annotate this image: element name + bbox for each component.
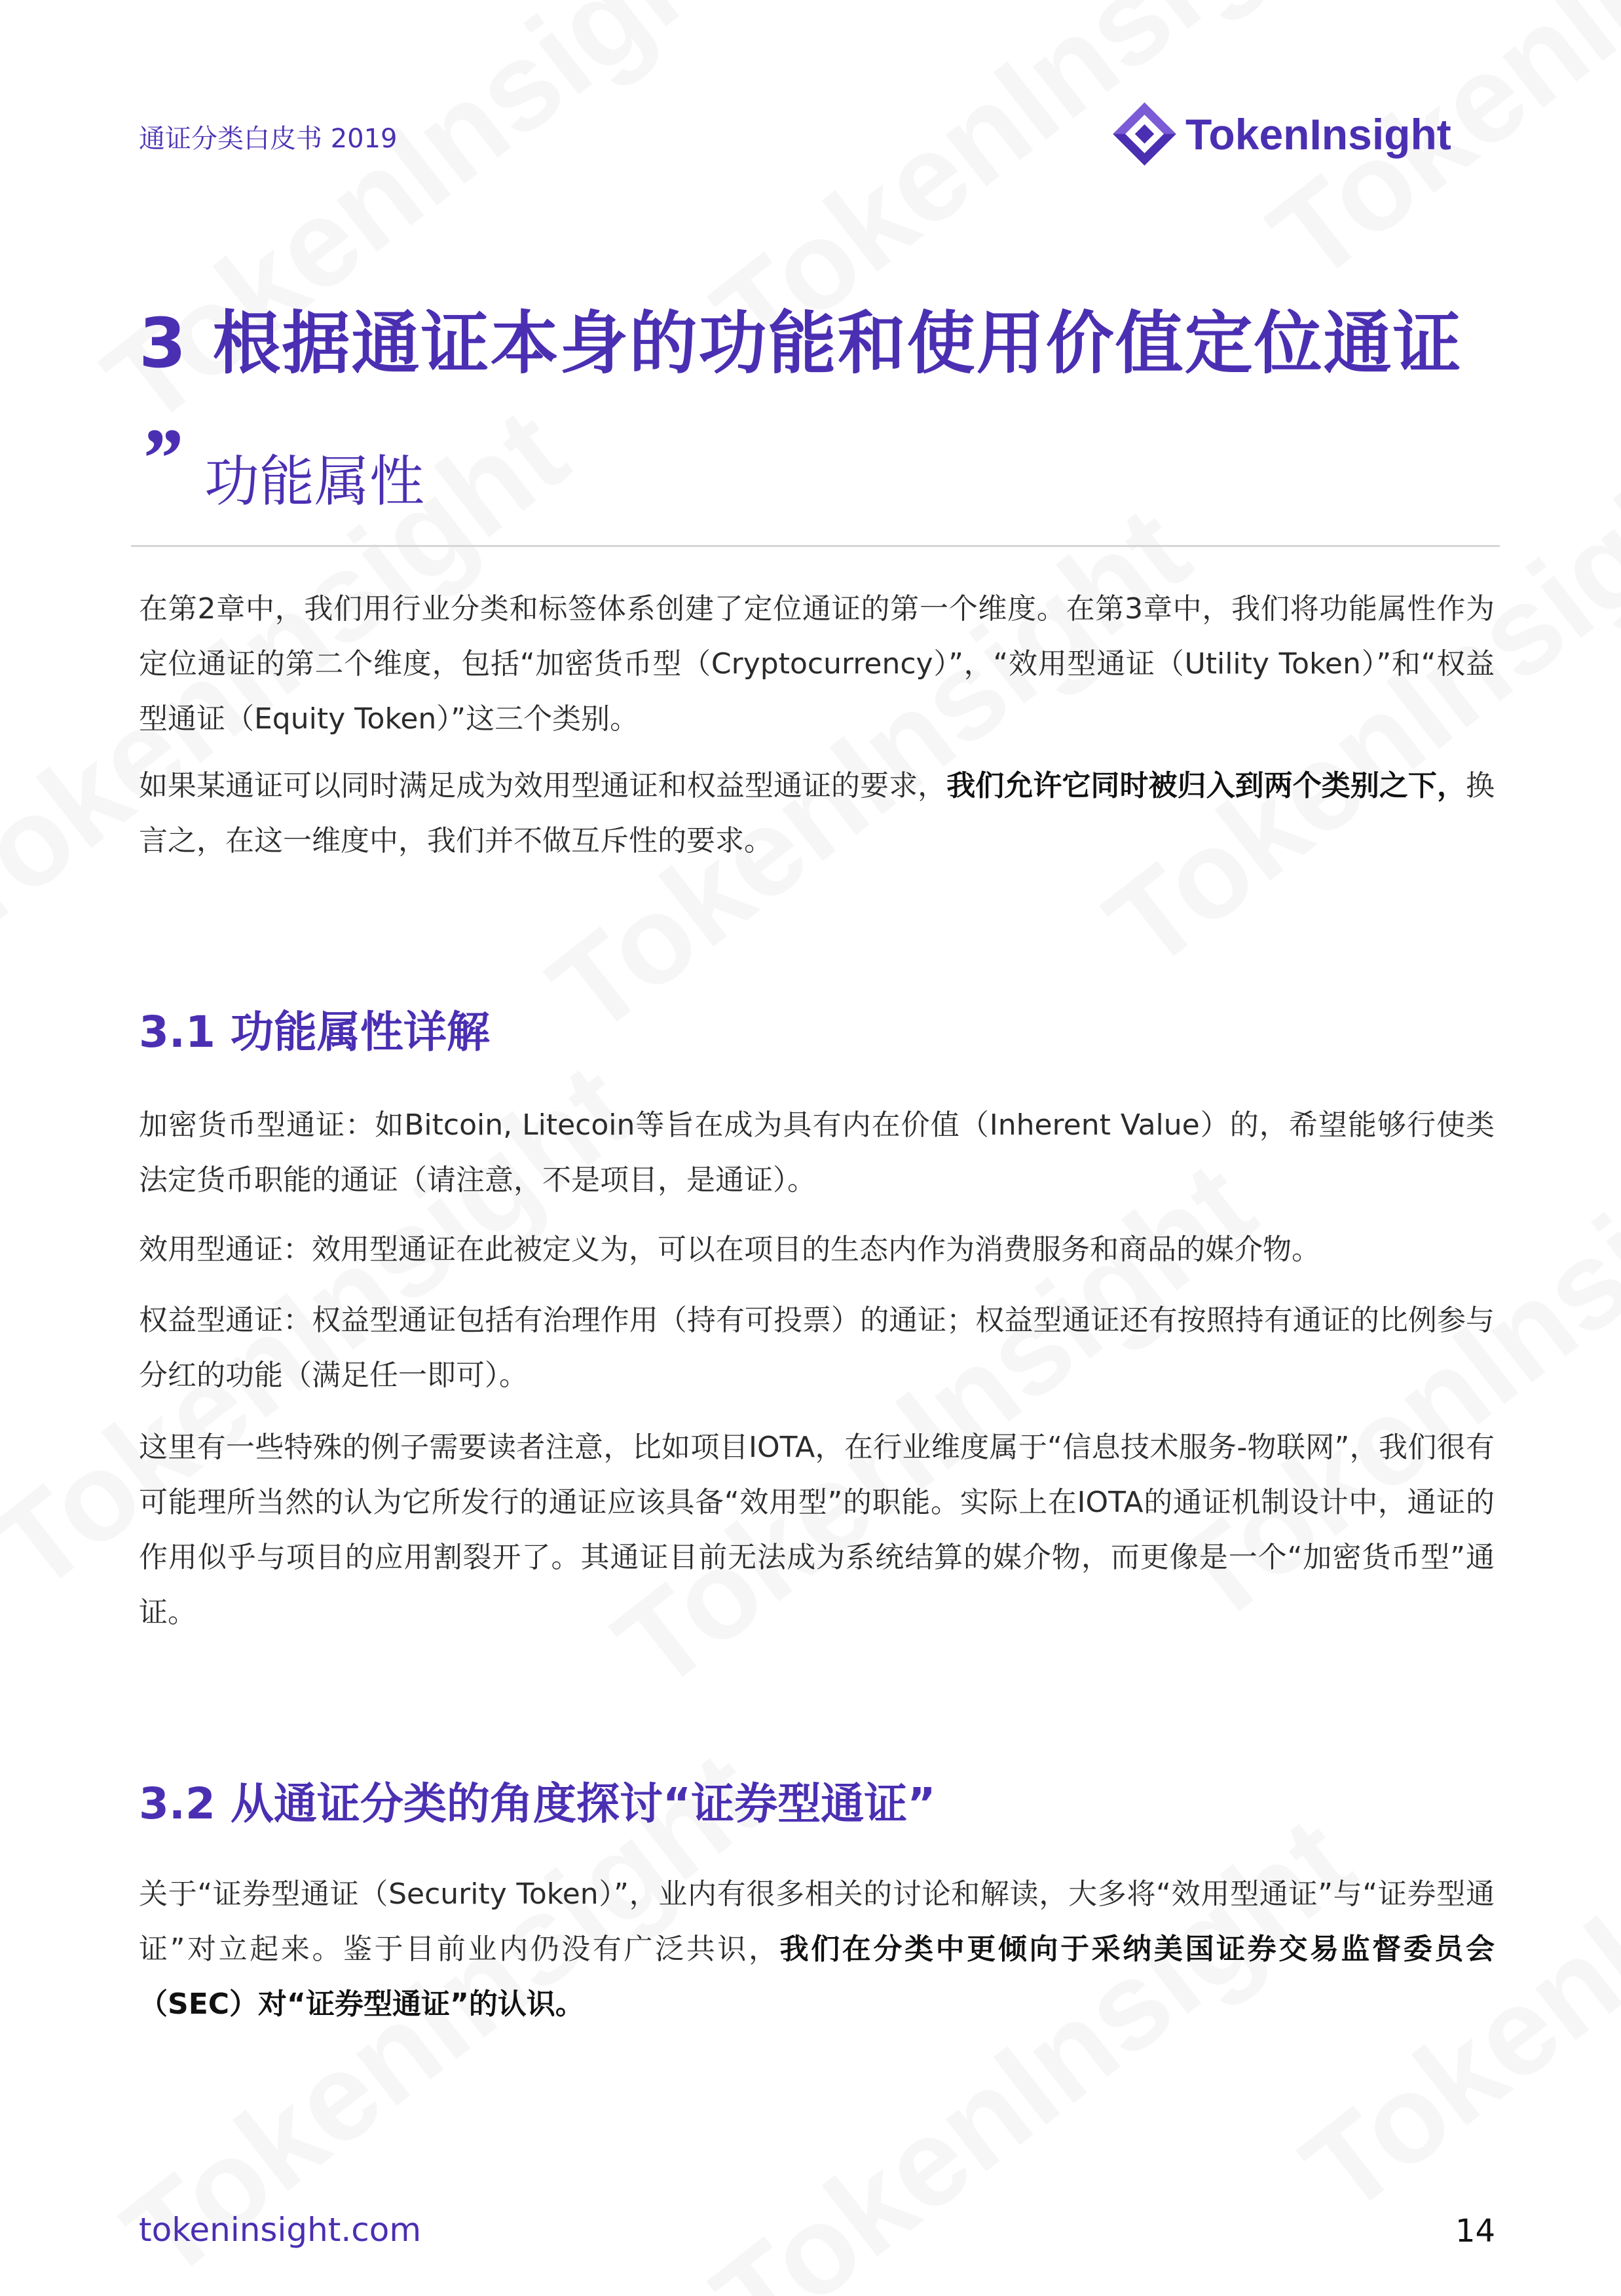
section-3-2-paragraph-1-text: 关于“证券型通证（Security Token）”，业内有很多相关的讨论和解读，大多将“效用型通证”与“证券型通证”对立起来。鉴于目前业内仍没有广泛共识， [139,1877,1495,1966]
intro-paragraph-2-text: 如果某通证可以同时满足成为效用型通证和权益型通证的要求， [139,769,947,802]
divider [131,545,1500,547]
footer-url-link[interactable]: tokeninsight.com [139,2211,422,2249]
section-3-2-paragraph-1-bold: 我们在分类中更倾向于采纳美国证券交易监督委员会（SEC）对“证券型通证”的认识。 [139,1932,1495,2021]
logo-text: TokenInsight [1185,109,1451,159]
intro-paragraph-2-bold: 我们允许它同时被归入到两个类别之下， [946,769,1466,802]
chapter-title: 3 根据通证本身的功能和使用价值定位通证 [139,303,1463,383]
section-3-1-paragraph-1: 加密货币型通证：如Bitcoin, Litecoin等旨在成为具有内在价值（Inherent Value）的，希望能够行使类法定货币职能的通证（请注意，不是项目，是通证）。 [139,1108,1495,1197]
page-number: 14 [1455,2213,1496,2249]
section-3-1-paragraph-2: 效用型通证：效用型通证在此被定义为，可以在项目的生态内作为消费服务和商品的媒介物。 [139,1233,1320,1266]
section-3-2-title: 3.2 从通证分类的角度探讨“证券型通证” [139,1778,936,1829]
watermark-text [688,1789,1379,2296]
tokeninsight-logo-icon [1110,100,1179,168]
section-3-1-paragraph-3: 权益型通证：权益型通证包括有治理作用（持有可投票）的通证；权益型通证还有按照持有通证的比例参与分红的功能（满足任一即可）。 [139,1304,1495,1392]
intro-paragraph-1: 在第2章中，我们用行业分类和标签体系创建了定位通证的第一个维度。在第3章中，我们将功能属性作为定位通证的第二个维度，包括“加密货币型（Cryptocurrency）”，“效用型通证（Utility Token）”和“权益型通证（Equity Token）”这三个类别。 [139,592,1495,736]
quote-mark-icon: ” [139,411,181,506]
logo [1110,100,1451,168]
intro-paragraph-2-tail: 换言之，在这一维度中，我们并不做互斥性的要求。 [139,769,1495,857]
section-3-2-paragraph-1 [139,1867,1495,2032]
intro-paragraph-2 [139,759,1495,869]
document-title: 通证分类白皮书 2019 [139,124,398,154]
section-3-1-title: 3.1 功能属性详解 [139,1007,490,1057]
subtitle: 功能属性 [204,449,425,514]
section-3-1-paragraph-4: 这里有一些特殊的例子需要读者注意，比如项目IOTA，在行业维度属于“信息技术服务-物联网”，我们很有可能理所当然的认为它所发行的通证应该具备“效用型”的职能。实际上在IOTA的通证机制设计中，通证的作用似乎与项目的应用割裂开了。其通证目前无法成为系统结算的媒介物，而更像是一个“加密货币型”通证。 [139,1431,1495,1629]
